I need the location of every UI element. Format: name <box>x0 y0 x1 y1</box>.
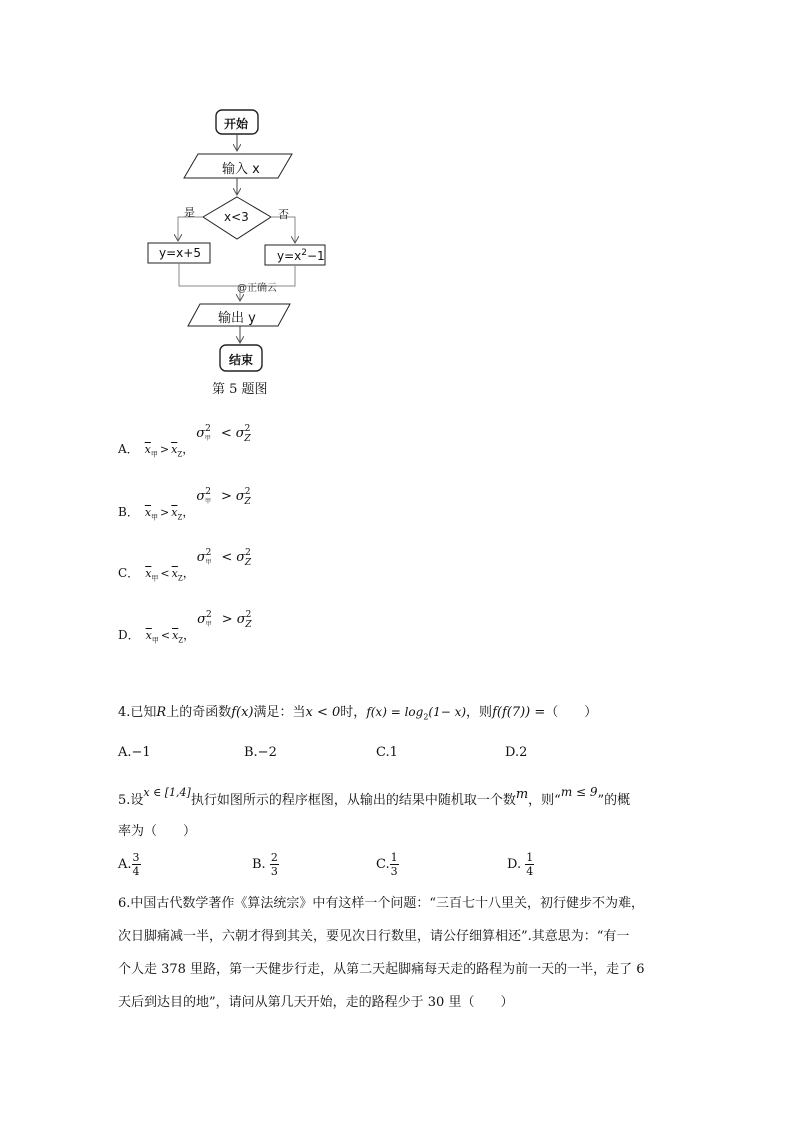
q4-cond: x < 0 <box>305 705 341 720</box>
separator: ， <box>183 628 196 642</box>
mean-symbol: $\overline{x}$ <box>171 506 178 519</box>
variance-relation: < <box>220 426 232 441</box>
question-6-line3: 个人走 378 里路，第一天健步行走，从第二天起脚痛每天走的路程为前一天的一半，走了 6 <box>118 962 645 977</box>
square-exponent: 2 <box>245 610 252 620</box>
sigma-subscript: Z <box>244 497 251 507</box>
q4-choice-c: C.1 <box>376 745 398 760</box>
question-4 <box>118 701 597 722</box>
no-box-tail: −1 <box>307 249 325 263</box>
mean-symbol: $\overline{x}$ <box>145 567 152 580</box>
q4-mid2: 满足：当 <box>253 705 306 720</box>
mean-subscript: 甲 <box>150 450 158 459</box>
mean-symbol: $\overline{x}$ <box>171 567 178 580</box>
mean-relation: < <box>160 629 171 642</box>
q5-choice-d-label: D. <box>507 857 522 872</box>
q3-option-c <box>118 548 257 583</box>
q3-option-d <box>118 610 258 645</box>
q5-cond: m ≤ 9 <box>560 785 598 799</box>
no-box-label <box>277 248 325 263</box>
sigma-symbol: σ <box>235 489 245 504</box>
variance-relation: < <box>221 550 233 565</box>
figure-caption: 第 5 题图 <box>212 382 268 397</box>
mean-subscript: Z <box>177 513 183 522</box>
sigma-subscript: Z <box>244 558 252 568</box>
mean-symbol: $\overline{x}$ <box>172 629 179 642</box>
q4-formula-rhs: (1− x) <box>428 705 467 719</box>
variance-relation: > <box>221 489 232 504</box>
separator: ， <box>182 442 195 456</box>
mean-symbol: $\overline{x}$ <box>145 629 152 642</box>
q5-mid1: 执行如图所示的程序框图，从输出的结果中随机取一个数 <box>190 793 516 808</box>
question-5-line1 <box>118 785 631 808</box>
option-label: C． <box>118 566 140 580</box>
mean-symbol: $\overline{x}$ <box>171 443 178 456</box>
sigma-symbol: σ <box>196 550 206 565</box>
sigma-symbol: σ <box>236 550 246 565</box>
end-label: 结束 <box>229 353 254 367</box>
mean-subscript: Z <box>177 450 183 459</box>
sigma-symbol: σ <box>235 426 245 441</box>
q5-choice-d-num: 1 <box>526 851 534 864</box>
square-exponent: 2 <box>205 487 211 497</box>
sigma-symbol: σ <box>197 612 207 627</box>
q4-ask: f(f(7)) = <box>492 705 546 720</box>
sigma-subscript: 甲 <box>204 435 211 442</box>
q5-choice-b-label: B. <box>252 857 266 872</box>
q5-choice-d-fraction <box>525 851 534 878</box>
yes-box-label: y=x+5 <box>159 246 201 260</box>
q5-set: x ∈ [1,4] <box>143 786 191 799</box>
no-label: 否 <box>278 208 289 221</box>
option-label: A． <box>118 442 139 456</box>
question-6-line2: 次日脚痛减一半，六朝才得到其关，要见次日行数里，请公仔细算相还”.其意思为：“有一 <box>118 929 630 944</box>
sigma-subscript: 甲 <box>205 621 212 628</box>
mean-subscript: Z <box>178 636 184 645</box>
q5-choice-b <box>252 851 279 878</box>
yes-label: 是 <box>184 206 195 219</box>
q5-choice-c-label: C. <box>376 857 390 872</box>
q4-prefix: 4.已知 <box>118 705 157 720</box>
q3-option-a <box>118 424 257 459</box>
q5-choice-c-num: 1 <box>390 851 398 864</box>
q5-choice-a-num: 3 <box>132 851 140 864</box>
q4-log-base: 2 <box>423 712 429 722</box>
mean-symbol: $\overline{x}$ <box>144 443 151 456</box>
mean-symbol: $\overline{x}$ <box>144 506 152 519</box>
sigma-symbol: σ <box>196 426 206 441</box>
q5-mid3: ”的概 <box>597 793 631 808</box>
q4-choice-a: A.−1 <box>118 745 151 760</box>
question-6-line1: 6.中国古代数学著作《算法统宗》中有这样一个问题：“三百七十八里关，初行健步不为难， <box>118 896 645 911</box>
q4-mid4: ，则 <box>466 705 493 720</box>
mean-subscript: 甲 <box>151 513 159 522</box>
q4-choice-d: D.2 <box>505 745 528 760</box>
sigma-subscript: 甲 <box>205 559 212 566</box>
sigma-symbol: σ <box>236 612 246 627</box>
q4-formula-lhs: f(x) = log <box>366 705 424 719</box>
q5-m: m <box>515 787 529 802</box>
option-label: D． <box>118 628 140 642</box>
q5-choice-d <box>507 851 534 878</box>
q4-mid1: 上的奇函数 <box>166 705 232 720</box>
q4-mid3: 时， <box>340 705 367 720</box>
mean-subscript: 甲 <box>151 574 159 583</box>
mean-subscript: Z <box>177 574 183 583</box>
variance-comparison <box>196 548 257 568</box>
q4-fx: f(x) <box>231 705 254 720</box>
q5-choice-d-den: 4 <box>526 865 534 878</box>
sigma-subscript: Z <box>244 434 251 444</box>
q5-choice-b-num: 2 <box>270 851 278 864</box>
square-exponent: 2 <box>244 487 251 497</box>
q5-choice-b-fraction <box>270 851 279 878</box>
start-label: 开始 <box>224 117 249 131</box>
q5-prefix: 5.设 <box>118 793 144 808</box>
q5-choice-b-den: 3 <box>270 865 278 878</box>
square-exponent: 2 <box>205 548 212 558</box>
q4-R: R <box>156 705 167 720</box>
mean-subscript: 甲 <box>151 636 159 645</box>
option-label: B． <box>118 505 139 519</box>
square-exponent: 2 <box>245 548 251 558</box>
input-label: 输入 x <box>222 162 260 177</box>
mean-relation: < <box>160 567 170 580</box>
q5-choice-a-label: A. <box>118 857 132 872</box>
question-6-line4: 天后到达目的地”，请问从第几天开始，走的路程少于 30 里（ ） <box>118 995 514 1010</box>
sigma-subscript: Z <box>245 620 252 630</box>
q5-choice-c <box>376 851 399 878</box>
variance-comparison <box>196 487 256 507</box>
no-box-base: y=x <box>277 249 302 263</box>
q5-choice-a <box>118 851 141 878</box>
q5-choice-c-fraction <box>390 851 399 878</box>
q5-choice-a-fraction <box>132 851 141 878</box>
sigma-subscript: 甲 <box>204 498 211 505</box>
condition-label: x<3 <box>224 210 249 224</box>
question-5-line2: 率为（ ） <box>118 824 197 839</box>
no-box-exp: 2 <box>301 248 307 258</box>
output-label: 输出 y <box>218 311 256 326</box>
q5-choice-a-den: 4 <box>132 865 140 878</box>
square-exponent: 2 <box>205 424 211 434</box>
mean-relation: > <box>159 443 170 456</box>
variance-comparison <box>196 424 256 444</box>
q3-option-b <box>118 487 257 522</box>
sigma-symbol: σ <box>196 489 206 504</box>
square-exponent: 2 <box>206 610 212 620</box>
q4-paren: （ ） <box>545 705 598 720</box>
watermark: @正确云 <box>237 283 277 294</box>
square-exponent: 2 <box>244 424 251 434</box>
variance-relation: > <box>221 612 233 627</box>
q5-choice-c-den: 3 <box>390 865 398 878</box>
flowchart <box>0 0 794 420</box>
q4-choice-b: B.−2 <box>244 745 277 760</box>
separator: ， <box>182 505 195 519</box>
q5-mid2: ，则“ <box>528 793 561 808</box>
mean-relation: > <box>160 506 170 519</box>
variance-comparison <box>197 610 257 630</box>
separator: ， <box>182 566 195 580</box>
